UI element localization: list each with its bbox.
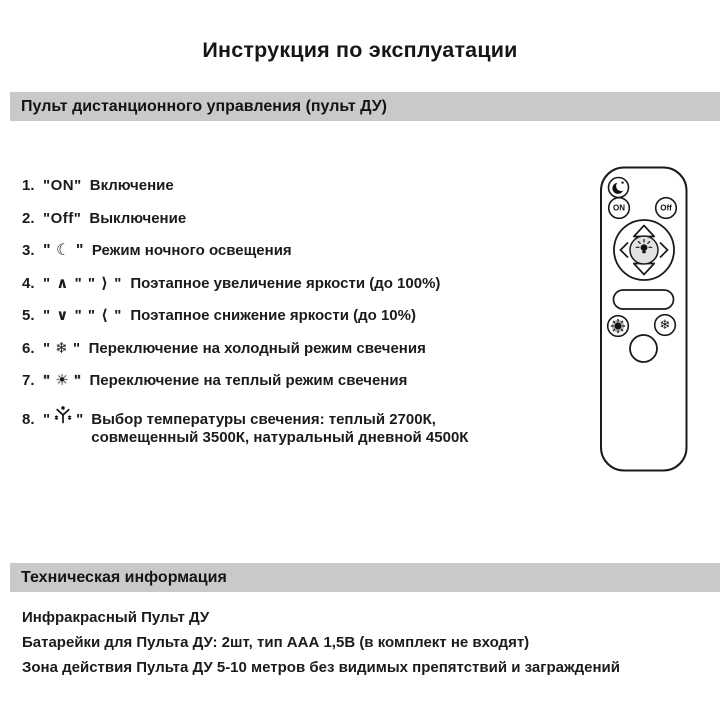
item-number: 2. bbox=[22, 209, 35, 227]
list-item-on bbox=[22, 176, 567, 195]
list-item-warm-mode bbox=[22, 371, 567, 390]
quote-open: " bbox=[43, 410, 51, 428]
list-item-temperature-select bbox=[22, 404, 567, 447]
night-mode-button bbox=[609, 178, 629, 198]
tech-info-line: Инфракрасный Пульт ДУ bbox=[22, 609, 210, 626]
item-text: Поэтапное снижение яркости (до 10%) bbox=[130, 307, 416, 324]
item-text: Переключение на холодный режим свечения bbox=[88, 339, 426, 357]
item-number: 1. bbox=[22, 177, 35, 194]
temperature-select-icon bbox=[53, 405, 73, 425]
warm-sun-icon: " ☀ " bbox=[43, 372, 82, 389]
dpad-down-icon bbox=[634, 264, 654, 275]
cold-mode-button bbox=[655, 315, 676, 336]
temperature-select-button bbox=[630, 335, 657, 362]
snowflake-icon: ❄ bbox=[659, 317, 671, 333]
crescent-moon-icon: " ☾ " bbox=[43, 242, 84, 259]
off-button-label: Off bbox=[660, 203, 672, 213]
quote-close: " bbox=[76, 410, 84, 428]
tech-info-line: Зона действия Пульта ДУ 5-10 метров без видимых препятствий и заграждений bbox=[22, 659, 620, 676]
tech-info bbox=[22, 610, 620, 685]
list-item-brightness-down bbox=[22, 306, 567, 325]
item-text: Поэтапное увеличение яркости (до 100%) bbox=[130, 274, 441, 292]
item-text: Выключение bbox=[89, 209, 187, 227]
on-label: "ON" bbox=[43, 177, 82, 194]
remote-illustration bbox=[588, 158, 700, 480]
item-text: Режим ночного освещения bbox=[91, 242, 292, 259]
item-number: 7. bbox=[22, 372, 35, 389]
remote-functions-list bbox=[22, 176, 567, 460]
section-heading-tech bbox=[10, 563, 720, 592]
tech-info-line: Батарейки для Пульта ДУ: 2шт, тип ААА 1,5В (в комплект не входят) bbox=[22, 634, 530, 651]
off-label: "Off" bbox=[43, 209, 82, 227]
dpad-left-icon bbox=[621, 243, 629, 258]
item-number: 3. bbox=[22, 242, 35, 259]
warm-sun-icon bbox=[611, 319, 624, 332]
list-item-night-mode bbox=[22, 241, 567, 260]
page-title: Инструкция по эксплуатации bbox=[202, 38, 518, 62]
dpad-up-icon bbox=[634, 226, 654, 237]
on-button-label: ON bbox=[613, 203, 625, 213]
list-item-cold-mode bbox=[22, 339, 567, 358]
brightness-dpad-control bbox=[614, 220, 674, 280]
brightness-bar-button bbox=[614, 290, 674, 309]
on-button bbox=[609, 198, 630, 219]
dpad-right-icon bbox=[660, 243, 668, 258]
item-text: Выбор температуры свечения: теплый 2700К, совмещенный 3500К, натуральный дневной 4500К bbox=[91, 410, 469, 446]
snowflake-icon: " ❄ " bbox=[43, 339, 81, 357]
list-item-brightness-up bbox=[22, 274, 567, 293]
item-number: 4. bbox=[22, 274, 35, 292]
item-number: 5. bbox=[22, 307, 35, 324]
item-number: 6. bbox=[22, 339, 35, 357]
section-heading-remote-label: Пульт дистанционного управления (пульт ДУ) bbox=[21, 98, 387, 115]
section-heading-tech-label: Техническая информация bbox=[21, 569, 227, 586]
section-heading-remote bbox=[10, 92, 720, 121]
item-text: Включение bbox=[89, 177, 174, 194]
list-item-off bbox=[22, 209, 567, 228]
crescent-moon-icon bbox=[612, 181, 626, 194]
off-button bbox=[656, 198, 677, 219]
item-text: Переключение на теплый режим свечения bbox=[89, 372, 408, 389]
item-number: 8. bbox=[22, 410, 35, 428]
chevron-down-left-icons: " ∨ " " ⟨ " bbox=[43, 307, 123, 324]
warm-mode-button bbox=[608, 316, 629, 337]
chevron-up-right-icons: " ∧ " " ⟩ " bbox=[43, 274, 123, 292]
